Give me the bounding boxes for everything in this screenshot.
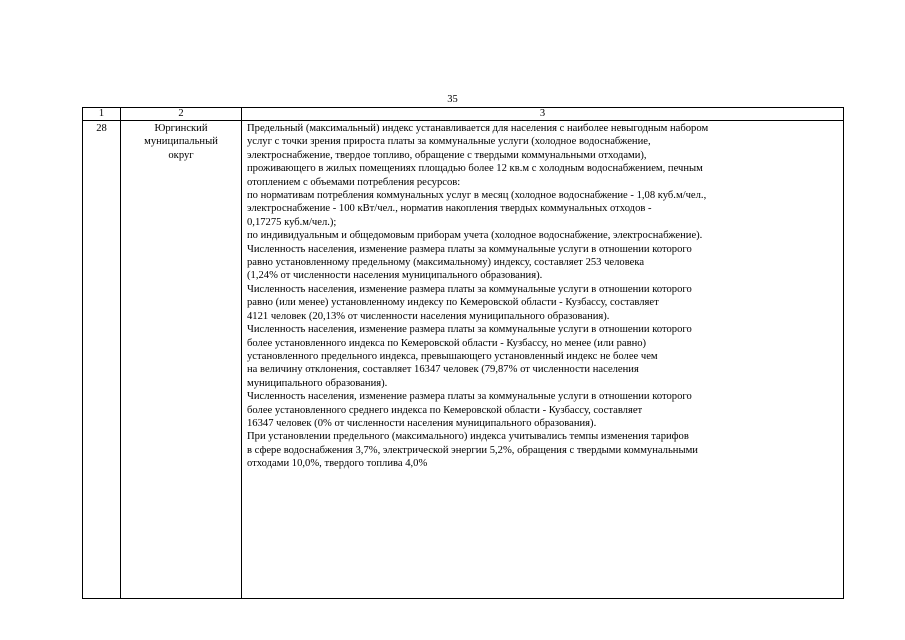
row-number-cell: 28 <box>83 121 121 599</box>
column-header-2: 2 <box>121 108 242 121</box>
description-line: более установленного индекса по Кемеровской области - Кузбассу, но менее (или равно) <box>247 337 647 349</box>
municipality-name-line: Юргинский <box>154 123 208 134</box>
description-line: по индивидуальным и общедомовым приборам учета (холодное водоснабжение, электроснабжение). <box>247 230 703 242</box>
description-line: (1,24% от численности населения муниципального образования). <box>247 270 543 282</box>
description-line: проживающего в жилых помещениях площадью более 12 кв.м с холодным водоснабжением, печным <box>247 163 703 175</box>
description-line: При установлении предельного (максимального) индекса учитывались темпы изменения тарифов <box>247 431 689 443</box>
description-line: электроснабжение, твердое топливо, обращение с твердыми коммунальными отходами), <box>247 149 647 161</box>
table-header-row <box>83 108 844 121</box>
municipality-name-line: муниципальный <box>144 136 218 148</box>
description-line: 4121 человек (20,13% от численности населения муниципального образования). <box>247 310 610 322</box>
description-cell <box>242 121 844 599</box>
tariff-index-table <box>82 107 844 599</box>
description-line: Численность населения, изменение размера платы за коммунальные услуги в отношении которого <box>247 283 692 295</box>
page-number: 35 <box>447 94 458 105</box>
table-row <box>83 121 844 599</box>
description-line: 0,17275 куб.м/чел.); <box>247 216 337 228</box>
description-line: равно установленному предельному (максимальному) индексу, составляет 253 человека <box>247 257 645 269</box>
description-line: услуг с точки зрения прироста платы за коммунальные услуги (холодное водоснабжение, <box>247 136 651 148</box>
description-line: отходами 10,0%, твердого топлива 4,0% <box>247 458 428 470</box>
description-line: отоплением с объемами потребления ресурсов: <box>247 176 461 188</box>
description-line: в сфере водоснабжения 3,7%, электрической энергии 5,2%, обращения с твердыми коммунальными <box>247 444 698 456</box>
description-line: Численность населения, изменение размера платы за коммунальные услуги в отношении которого <box>247 324 692 336</box>
description-line: муниципального образования). <box>247 377 388 389</box>
description-line: 16347 человек (0% от численности населения муниципального образования). <box>247 417 597 429</box>
column-header-1: 1 <box>83 108 121 121</box>
description-line: более установленного среднего индекса по Кемеровской области - Кузбассу, составляет <box>247 404 643 416</box>
description-line: Численность населения, изменение размера платы за коммунальные услуги в отношении которого <box>247 243 692 255</box>
column-header-3: 3 <box>242 108 844 121</box>
description-line: Предельный (максимальный) индекс устанавливается для населения с наиболее невыгодным набором <box>247 123 709 134</box>
description-line: на величину отклонения, составляет 16347 человек (79,87% от численности населения <box>247 364 639 376</box>
description-line: установленного предельного индекса, превышающего установленный индекс не более чем <box>247 350 658 362</box>
description-line: по нормативам потребления коммунальных услуг в месяц (холодное водоснабжение - 1,08 куб.м/чел., <box>247 190 707 202</box>
description-line: Численность населения, изменение размера платы за коммунальные услуги в отношении которого <box>247 391 692 403</box>
municipality-name-cell <box>121 121 242 599</box>
municipality-name-line: округ <box>168 149 194 161</box>
description-line: равно (или менее) установленному индексу по Кемеровской области - Кузбассу, составляет <box>247 297 659 309</box>
description-line: электроснабжение - 100 кВт/чел., норматив накопления твердых коммунальных отходов - <box>247 203 652 215</box>
